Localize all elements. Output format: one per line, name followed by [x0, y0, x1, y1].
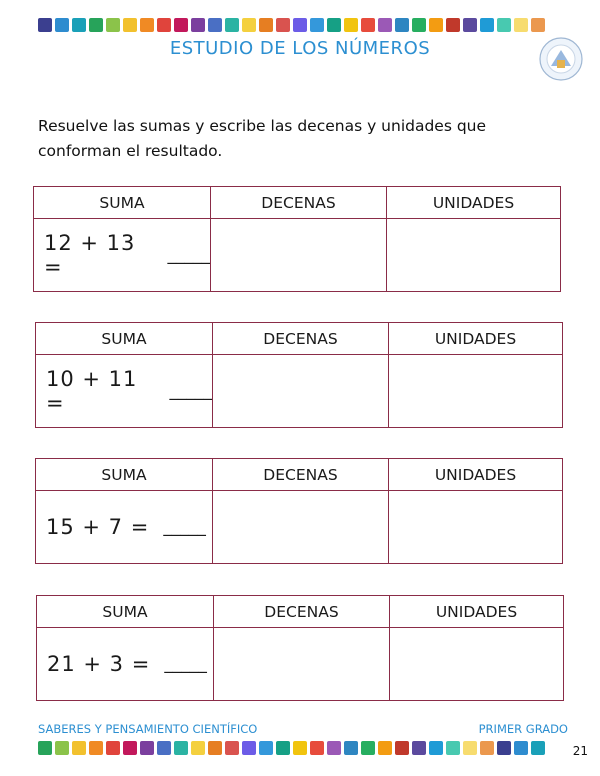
stripe-square: [429, 741, 443, 755]
decenas-answer-cell[interactable]: [212, 491, 388, 563]
header-suma: SUMA: [37, 596, 213, 628]
stripe-square: [140, 741, 154, 755]
school-logo: [538, 36, 584, 82]
header-unidades: UNIDADES: [386, 187, 560, 219]
instruction-text: Resuelve las sumas y escribe las decenas y unidades que conforman el resultado.: [38, 117, 487, 160]
stripe-square: [412, 741, 426, 755]
stripe-square: [344, 741, 358, 755]
sum-cell: [36, 355, 212, 427]
stripe-square: [123, 741, 137, 755]
stripe-square: [55, 741, 69, 755]
stripe-square: [225, 741, 239, 755]
unidades-answer-cell[interactable]: [388, 491, 562, 563]
header-unidades: UNIDADES: [388, 459, 562, 491]
stripe-square: [72, 18, 86, 32]
stripe-square: [463, 18, 477, 32]
sum-cell: [36, 491, 212, 563]
stripe-square: [310, 18, 324, 32]
sum-expression: 15 + 7 =: [46, 515, 150, 539]
stripe-square: [463, 741, 477, 755]
stripe-square: [361, 18, 375, 32]
page-title: ESTUDIO DE LOS NÚMEROS: [169, 38, 431, 59]
header-decenas: DECENAS: [212, 459, 388, 491]
decenas-answer-cell[interactable]: [213, 628, 389, 700]
stripe-square: [242, 18, 256, 32]
answer-blank[interactable]: _____: [169, 381, 212, 401]
header-suma: SUMA: [36, 459, 212, 491]
stripe-square: [242, 741, 256, 755]
stripe-square: [106, 18, 120, 32]
header-decenas: DECENAS: [213, 596, 389, 628]
stripe-square: [531, 741, 545, 755]
page-number: 21: [572, 744, 588, 758]
exercise-table-4: [36, 595, 564, 701]
stripe-square: [106, 741, 120, 755]
stripe-square: [191, 741, 205, 755]
stripe-square: [225, 18, 239, 32]
unidades-answer-cell[interactable]: [388, 355, 562, 427]
stripe-square: [446, 18, 460, 32]
stripe-square: [293, 18, 307, 32]
stripe-square: [191, 18, 205, 32]
top-color-stripe: [38, 18, 545, 32]
stripe-square: [259, 741, 273, 755]
header-suma: SUMA: [34, 187, 210, 219]
exercise-table-1: [33, 186, 561, 292]
stripe-square: [497, 741, 511, 755]
stripe-square: [429, 18, 443, 32]
stripe-square: [38, 741, 52, 755]
stripe-square: [157, 18, 171, 32]
header-suma: SUMA: [36, 323, 212, 355]
stripe-square: [157, 741, 171, 755]
stripe-square: [310, 741, 324, 755]
stripe-square: [344, 18, 358, 32]
stripe-square: [276, 18, 290, 32]
stripe-square: [361, 741, 375, 755]
stripe-square: [480, 18, 494, 32]
stripe-square: [378, 741, 392, 755]
stripe-square: [327, 741, 341, 755]
footer-subject: SABERES Y PENSAMIENTO CIENTÍFICO: [38, 722, 258, 736]
stripe-square: [259, 18, 273, 32]
header-unidades: UNIDADES: [389, 596, 563, 628]
stripe-square: [293, 741, 307, 755]
exercise-table-2: [35, 322, 563, 428]
stripe-square: [208, 18, 222, 32]
bottom-color-stripe: [38, 741, 545, 755]
stripe-square: [72, 741, 86, 755]
stripe-square: [412, 18, 426, 32]
footer-grade: PRIMER GRADO: [478, 722, 568, 736]
stripe-square: [395, 18, 409, 32]
unidades-answer-cell[interactable]: [389, 628, 563, 700]
stripe-square: [531, 18, 545, 32]
answer-blank[interactable]: _____: [167, 245, 210, 265]
stripe-square: [89, 18, 103, 32]
stripe-square: [208, 741, 222, 755]
stripe-square: [276, 741, 290, 755]
stripe-square: [378, 18, 392, 32]
stripe-square: [395, 741, 409, 755]
exercise-table-3: [35, 458, 563, 564]
header-unidades: UNIDADES: [388, 323, 562, 355]
sum-expression: 12 + 13 =: [44, 231, 136, 279]
sum-cell: [34, 219, 210, 291]
answer-blank[interactable]: _____: [163, 517, 206, 537]
sum-expression: 21 + 3 =: [47, 652, 151, 676]
stripe-square: [327, 18, 341, 32]
stripe-square: [55, 18, 69, 32]
sum-cell: [37, 628, 213, 700]
stripe-square: [514, 741, 528, 755]
stripe-square: [123, 18, 137, 32]
decenas-answer-cell[interactable]: [210, 219, 386, 291]
decenas-answer-cell[interactable]: [212, 355, 388, 427]
header-decenas: DECENAS: [210, 187, 386, 219]
stripe-square: [89, 741, 103, 755]
stripe-square: [514, 18, 528, 32]
stripe-square: [140, 18, 154, 32]
unidades-answer-cell[interactable]: [386, 219, 560, 291]
sum-expression: 10 + 11 =: [46, 367, 138, 415]
stripe-square: [38, 18, 52, 32]
answer-blank[interactable]: _____: [164, 654, 207, 674]
stripe-square: [174, 741, 188, 755]
stripe-square: [446, 741, 460, 755]
stripe-square: [497, 18, 511, 32]
stripe-square: [174, 18, 188, 32]
header-decenas: DECENAS: [212, 323, 388, 355]
stripe-square: [480, 741, 494, 755]
